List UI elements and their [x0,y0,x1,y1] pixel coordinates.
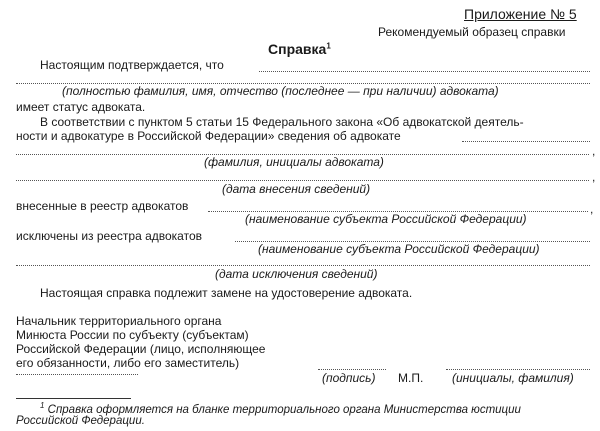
hint-subject-1: (наименование субъекта Российской Федерации) [245,212,527,226]
signer-line-4: его обязанности, либо его заместитель) [16,356,240,370]
signer-field-underline[interactable] [16,374,138,375]
hint-signature: (подпись) [322,371,376,385]
appendix-label: Приложение № 5 [464,6,577,22]
initials-field[interactable] [446,369,590,370]
accordance-line-1: В соответствии с пунктом 5 статьи 15 Федерального закона «Об адвокатской деятель- [40,115,524,129]
comma-1: , [592,144,596,158]
replacement-text: Настоящая справка подлежит замене на удостоверение адвоката. [40,286,413,300]
footnote-line-2: Российской Федерации. [16,415,145,427]
signer-line-3: Российской Федерации (лицо, исполняющее [16,342,266,356]
title-footnote-mark: 1 [326,41,331,51]
excluded-registry-text: исключены из реестра адвокатов [16,229,202,243]
footnote-divider [16,398,131,399]
signature-field[interactable] [318,369,386,370]
confirm-text: Настоящим подтверждается, что [40,58,224,72]
accordance-line-2: ности и адвокатуре в Российской Федерации» сведения об адвокате [16,129,401,143]
footnote-text-1: Справка оформляется на бланке территориального органа Министерства юстиции [47,403,521,416]
hint-fio-full: (полностью фамилия, имя, отчество (последнее — при наличии) адвоката) [62,84,499,98]
comma-3: , [590,202,594,216]
status-text: имеет статус адвоката. [16,100,146,114]
document-title-text: Справка [268,41,327,57]
entry-date-field[interactable] [16,180,589,181]
exclusion-date-field[interactable] [16,265,590,266]
hint-entry-date: (дата внесения сведений) [222,182,371,196]
signer-line-2: Минюста России по субъекту (субъектам) [16,328,249,342]
appendix-subtitle: Рекомендуемый образец справки [378,25,566,39]
entered-registry-text: внесенные в реестр адвокатов [16,199,189,213]
accordance-field-tail[interactable] [462,141,590,142]
seal-label: М.П. [398,371,424,385]
hint-initials: (инициалы, фамилия) [452,371,574,385]
document-title [268,42,331,56]
fio-full-field[interactable] [259,71,590,72]
signer-line-1: Начальник территориального органа [16,314,222,328]
hint-subject-2: (наименование субъекта Российской Федерации) [258,242,540,256]
hint-fio-short: (фамилия, инициалы адвоката) [204,155,384,169]
comma-2: , [592,170,596,184]
footnote-mark: 1 [40,401,45,410]
hint-exclusion-date: (дата исключения сведений) [215,267,378,281]
